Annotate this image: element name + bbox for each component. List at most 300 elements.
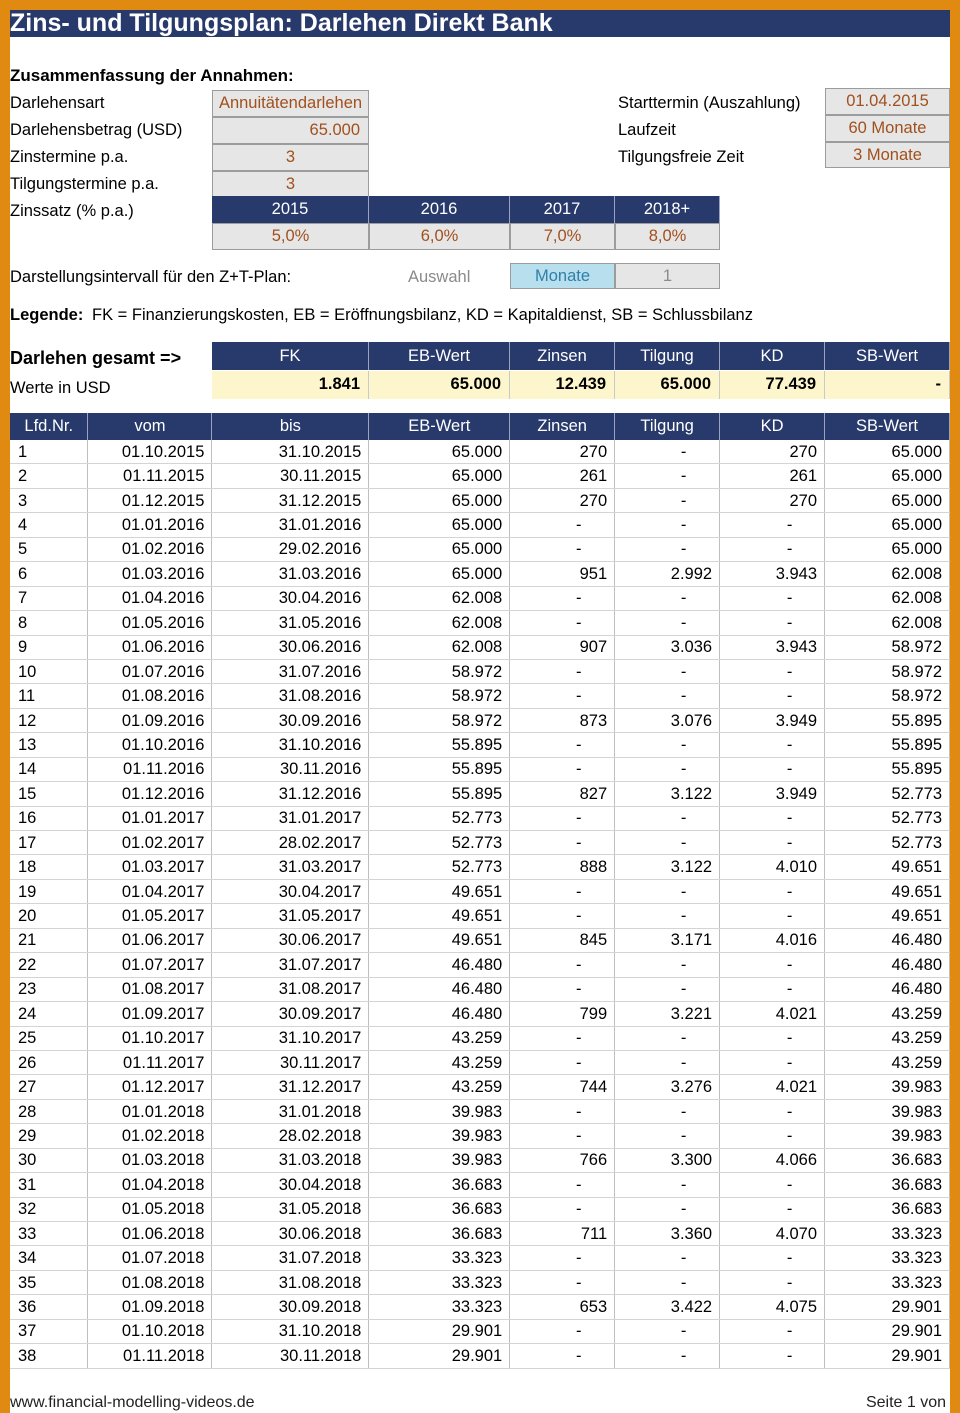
cell-kd: 4.010 <box>720 855 825 879</box>
cell-vom: 01.11.2017 <box>88 1050 212 1074</box>
cell-bis: 30.04.2017 <box>212 879 369 903</box>
cell-bis: 31.08.2018 <box>212 1270 369 1294</box>
cell-sb: 65.000 <box>825 537 950 561</box>
cell-sb: 36.683 <box>825 1197 950 1221</box>
cell-kd: - <box>720 1197 825 1221</box>
cell-vom: 01.11.2018 <box>88 1344 212 1368</box>
table-row <box>10 1026 950 1050</box>
cell-bis: 29.02.2016 <box>212 537 369 561</box>
cell-bis: 31.05.2016 <box>212 611 369 635</box>
cell-sb: 29.901 <box>825 1319 950 1343</box>
cell-zinsen: - <box>510 806 615 830</box>
cell-kd: - <box>720 879 825 903</box>
cell-nr: 5 <box>10 537 88 561</box>
cell-kd: - <box>720 1050 825 1074</box>
cell-nr: 8 <box>10 611 88 635</box>
cell-sb: 65.000 <box>825 488 950 512</box>
cell-tilgung: - <box>615 904 720 928</box>
cell-zinsen: 907 <box>510 635 615 659</box>
table-row <box>10 1050 950 1074</box>
cell-eb: 65.000 <box>369 464 510 488</box>
summary-value-fk: 1.841 <box>212 371 369 399</box>
cell-sb: 58.972 <box>825 684 950 708</box>
cell-zinsen: - <box>510 1173 615 1197</box>
cell-vom: 01.05.2018 <box>88 1197 212 1221</box>
cell-tilgung: 3.300 <box>615 1148 720 1172</box>
cell-nr: 17 <box>10 831 88 855</box>
cell-nr: 11 <box>10 684 88 708</box>
cell-nr: 20 <box>10 904 88 928</box>
cell-nr: 27 <box>10 1075 88 1099</box>
col-header-eb: EB-Wert <box>369 413 510 440</box>
cell-vom: 01.04.2016 <box>88 586 212 610</box>
summary-value-sb: - <box>825 371 950 399</box>
amount-label: Darlehensbetrag (USD) <box>10 121 183 139</box>
summary-header-kd: KD <box>720 342 825 370</box>
cell-kd: 4.070 <box>720 1222 825 1246</box>
summary-value-kd: 77.439 <box>720 371 825 399</box>
rate-value-2018[interactable]: 8,0% <box>615 223 720 250</box>
col-header-tilgung: Tilgung <box>615 413 720 440</box>
cell-sb: 33.323 <box>825 1270 950 1294</box>
cell-nr: 13 <box>10 733 88 757</box>
cell-zinsen: - <box>510 1344 615 1368</box>
cell-zinsen: - <box>510 1099 615 1123</box>
cell-tilgung: - <box>615 733 720 757</box>
cell-sb: 33.323 <box>825 1246 950 1270</box>
cell-nr: 18 <box>10 855 88 879</box>
cell-nr: 1 <box>10 440 88 464</box>
cell-bis: 31.05.2017 <box>212 904 369 928</box>
cell-eb: 65.000 <box>369 562 510 586</box>
cell-zinsen: - <box>510 1124 615 1148</box>
cell-kd: - <box>720 1246 825 1270</box>
cell-bis: 31.12.2015 <box>212 488 369 512</box>
rate-label: Zinssatz (% p.a.) <box>10 202 134 220</box>
cell-vom: 01.10.2018 <box>88 1319 212 1343</box>
cell-zinsen: 873 <box>510 708 615 732</box>
cell-vom: 01.05.2017 <box>88 904 212 928</box>
cell-tilgung: - <box>615 611 720 635</box>
cell-tilgung: - <box>615 806 720 830</box>
table-row <box>10 586 950 610</box>
cell-tilgung: - <box>615 537 720 561</box>
cell-kd: - <box>720 684 825 708</box>
cell-nr: 24 <box>10 1002 88 1026</box>
footer-page-number: Seite 1 von <box>865 1394 946 1411</box>
cell-zinsen: - <box>510 1246 615 1270</box>
cell-vom: 01.08.2018 <box>88 1270 212 1294</box>
cell-tilgung: 3.221 <box>615 1002 720 1026</box>
cell-nr: 3 <box>10 488 88 512</box>
assumptions-heading: Zusammenfassung der Annahmen: <box>10 66 294 85</box>
cell-sb: 62.008 <box>825 611 950 635</box>
cell-bis: 31.07.2018 <box>212 1246 369 1270</box>
table-row <box>10 1319 950 1343</box>
cell-kd: 3.943 <box>720 562 825 586</box>
cell-zinsen: - <box>510 1050 615 1074</box>
cell-kd: 3.949 <box>720 782 825 806</box>
start-label: Starttermin (Auszahlung) <box>618 94 801 112</box>
cell-bis: 31.12.2017 <box>212 1075 369 1099</box>
cell-bis: 30.09.2016 <box>212 708 369 732</box>
cell-eb: 58.972 <box>369 708 510 732</box>
summary-header-sb: SB-Wert <box>825 342 950 370</box>
cell-nr: 21 <box>10 928 88 952</box>
cell-sb: 49.651 <box>825 855 950 879</box>
cell-sb: 39.983 <box>825 1075 950 1099</box>
cell-zinsen: - <box>510 904 615 928</box>
cell-tilgung: - <box>615 757 720 781</box>
cell-sb: 46.480 <box>825 977 950 1001</box>
cell-kd: - <box>720 513 825 537</box>
cell-zinsen: - <box>510 513 615 537</box>
cell-nr: 19 <box>10 879 88 903</box>
cell-eb: 39.983 <box>369 1124 510 1148</box>
cell-tilgung: - <box>615 1099 720 1123</box>
cell-tilgung: - <box>615 488 720 512</box>
cell-bis: 28.02.2017 <box>212 831 369 855</box>
cell-bis: 30.04.2018 <box>212 1173 369 1197</box>
cell-vom: 01.07.2016 <box>88 659 212 683</box>
table-row <box>10 928 950 952</box>
cell-tilgung: 3.122 <box>615 855 720 879</box>
cell-zinsen: 653 <box>510 1295 615 1319</box>
cell-vom: 01.06.2018 <box>88 1222 212 1246</box>
cell-eb: 36.683 <box>369 1173 510 1197</box>
summary-value-zinsen: 12.439 <box>510 371 615 399</box>
cell-nr: 34 <box>10 1246 88 1270</box>
cell-zinsen: - <box>510 537 615 561</box>
term-label: Laufzeit <box>618 121 676 139</box>
cell-eb: 62.008 <box>369 611 510 635</box>
cell-bis: 30.11.2018 <box>212 1344 369 1368</box>
rate-year-2017: 2017 <box>510 196 615 223</box>
cell-eb: 62.008 <box>369 635 510 659</box>
cell-bis: 31.03.2017 <box>212 855 369 879</box>
interval-select[interactable]: Monate <box>510 263 615 289</box>
cell-kd: 4.075 <box>720 1295 825 1319</box>
cell-sb: 49.651 <box>825 879 950 903</box>
summary-value-tilgung: 65.000 <box>615 371 720 399</box>
cell-eb: 65.000 <box>369 440 510 464</box>
cell-sb: 29.901 <box>825 1295 950 1319</box>
cell-tilgung: - <box>615 440 720 464</box>
cell-nr: 9 <box>10 635 88 659</box>
cell-nr: 23 <box>10 977 88 1001</box>
cell-zinsen: - <box>510 684 615 708</box>
cell-vom: 01.08.2016 <box>88 684 212 708</box>
table-row <box>10 1075 950 1099</box>
cell-vom: 01.05.2016 <box>88 611 212 635</box>
interval-select-label: Auswahl <box>408 268 471 286</box>
cell-nr: 16 <box>10 806 88 830</box>
rate-value-2016[interactable]: 6,0% <box>369 223 510 250</box>
cell-eb: 46.480 <box>369 1002 510 1026</box>
cell-tilgung: 3.171 <box>615 928 720 952</box>
cell-eb: 49.651 <box>369 879 510 903</box>
cell-kd: 4.021 <box>720 1075 825 1099</box>
cell-tilgung: 2.992 <box>615 562 720 586</box>
cell-bis: 30.06.2016 <box>212 635 369 659</box>
cell-tilgung: - <box>615 1197 720 1221</box>
cell-sb: 49.651 <box>825 904 950 928</box>
footer-website: www.financial-modelling-videos.de <box>10 1394 255 1411</box>
cell-bis: 30.06.2017 <box>212 928 369 952</box>
term-input[interactable]: 60 Monate <box>825 115 950 142</box>
cell-nr: 31 <box>10 1173 88 1197</box>
table-row <box>10 708 950 732</box>
cell-vom: 01.08.2017 <box>88 977 212 1001</box>
cell-vom: 01.10.2015 <box>88 440 212 464</box>
cell-sb: 43.259 <box>825 1002 950 1026</box>
cell-vom: 01.09.2016 <box>88 708 212 732</box>
cell-vom: 01.04.2018 <box>88 1173 212 1197</box>
amount-input[interactable]: 65.000 <box>212 117 369 144</box>
cell-eb: 62.008 <box>369 586 510 610</box>
cell-tilgung: 3.422 <box>615 1295 720 1319</box>
cell-bis: 31.07.2016 <box>212 659 369 683</box>
cell-bis: 30.09.2017 <box>212 1002 369 1026</box>
cell-vom: 01.06.2017 <box>88 928 212 952</box>
cell-tilgung: - <box>615 659 720 683</box>
summary-header-tilgung: Tilgung <box>615 342 720 370</box>
cell-eb: 43.259 <box>369 1026 510 1050</box>
cell-zinsen: 845 <box>510 928 615 952</box>
interest-dates-input[interactable]: 3 <box>212 144 369 171</box>
spreadsheet-page <box>10 10 950 1413</box>
cell-sb: 46.480 <box>825 953 950 977</box>
interval-count-input[interactable]: 1 <box>615 263 720 289</box>
cell-zinsen: - <box>510 733 615 757</box>
cell-vom: 01.07.2018 <box>88 1246 212 1270</box>
cell-zinsen: - <box>510 879 615 903</box>
table-row <box>10 440 950 464</box>
cell-kd: - <box>720 953 825 977</box>
cell-tilgung: - <box>615 1026 720 1050</box>
cell-nr: 32 <box>10 1197 88 1221</box>
repayment-dates-input[interactable]: 3 <box>212 171 369 197</box>
cell-nr: 37 <box>10 1319 88 1343</box>
table-row <box>10 1344 950 1368</box>
cell-bis: 30.09.2018 <box>212 1295 369 1319</box>
cell-nr: 6 <box>10 562 88 586</box>
cell-nr: 35 <box>10 1270 88 1294</box>
cell-kd: - <box>720 1124 825 1148</box>
cell-sb: 62.008 <box>825 562 950 586</box>
cell-eb: 33.323 <box>369 1295 510 1319</box>
cell-bis: 31.08.2016 <box>212 684 369 708</box>
col-header-zinsen: Zinsen <box>510 413 615 440</box>
cell-nr: 28 <box>10 1099 88 1123</box>
table-row <box>10 513 950 537</box>
cell-kd: 3.949 <box>720 708 825 732</box>
cell-nr: 36 <box>10 1295 88 1319</box>
cell-tilgung: - <box>615 1270 720 1294</box>
table-row <box>10 831 950 855</box>
cell-zinsen: 270 <box>510 488 615 512</box>
table-row <box>10 1246 950 1270</box>
cell-kd: - <box>720 1026 825 1050</box>
cell-sb: 55.895 <box>825 708 950 732</box>
cell-eb: 52.773 <box>369 806 510 830</box>
cell-bis: 31.10.2016 <box>212 733 369 757</box>
table-row <box>10 904 950 928</box>
cell-eb: 49.651 <box>369 928 510 952</box>
table-row <box>10 1124 950 1148</box>
cell-bis: 31.07.2017 <box>212 953 369 977</box>
cell-kd: 3.943 <box>720 635 825 659</box>
cell-sb: 62.008 <box>825 586 950 610</box>
table-row <box>10 757 950 781</box>
cell-vom: 01.03.2018 <box>88 1148 212 1172</box>
cell-zinsen: 711 <box>510 1222 615 1246</box>
cell-vom: 01.10.2016 <box>88 733 212 757</box>
cell-sb: 52.773 <box>825 806 950 830</box>
loan-type-label: Darlehensart <box>10 94 105 112</box>
table-row <box>10 1295 950 1319</box>
cell-nr: 4 <box>10 513 88 537</box>
cell-vom: 01.03.2016 <box>88 562 212 586</box>
table-row <box>10 1173 950 1197</box>
cell-eb: 55.895 <box>369 782 510 806</box>
cell-kd: - <box>720 1319 825 1343</box>
legend-label: Legende: <box>10 306 84 324</box>
cell-tilgung: 3.122 <box>615 782 720 806</box>
cell-vom: 01.11.2016 <box>88 757 212 781</box>
table-row <box>10 1197 950 1221</box>
rate-year-2015: 2015 <box>212 196 369 223</box>
cell-sb: 39.983 <box>825 1124 950 1148</box>
table-row <box>10 562 950 586</box>
cell-bis: 31.03.2016 <box>212 562 369 586</box>
cell-sb: 58.972 <box>825 659 950 683</box>
cell-bis: 31.12.2016 <box>212 782 369 806</box>
cell-bis: 31.03.2018 <box>212 1148 369 1172</box>
cell-bis: 31.01.2017 <box>212 806 369 830</box>
cell-eb: 65.000 <box>369 513 510 537</box>
cell-eb: 52.773 <box>369 855 510 879</box>
cell-eb: 58.972 <box>369 684 510 708</box>
rate-value-2015[interactable]: 5,0% <box>212 223 369 250</box>
cell-bis: 31.10.2018 <box>212 1319 369 1343</box>
cell-kd: 4.016 <box>720 928 825 952</box>
schedule-header-row <box>10 413 950 440</box>
cell-kd: 4.021 <box>720 1002 825 1026</box>
cell-tilgung: - <box>615 1050 720 1074</box>
cell-kd: 270 <box>720 488 825 512</box>
cell-eb: 36.683 <box>369 1222 510 1246</box>
col-header-kd: KD <box>720 413 825 440</box>
cell-bis: 30.04.2016 <box>212 586 369 610</box>
cell-kd: - <box>720 806 825 830</box>
cell-eb: 55.895 <box>369 733 510 757</box>
cell-kd: - <box>720 757 825 781</box>
cell-zinsen: - <box>510 831 615 855</box>
cell-bis: 31.10.2017 <box>212 1026 369 1050</box>
cell-eb: 65.000 <box>369 488 510 512</box>
table-row <box>10 684 950 708</box>
cell-bis: 31.01.2018 <box>212 1099 369 1123</box>
cell-bis: 30.11.2015 <box>212 464 369 488</box>
cell-sb: 52.773 <box>825 831 950 855</box>
cell-tilgung: - <box>615 513 720 537</box>
cell-eb: 39.983 <box>369 1148 510 1172</box>
col-header-vom: vom <box>88 413 212 440</box>
cell-nr: 26 <box>10 1050 88 1074</box>
grace-input[interactable]: 3 Monate <box>825 142 950 168</box>
table-row <box>10 537 950 561</box>
cell-zinsen: - <box>510 586 615 610</box>
cell-vom: 01.01.2016 <box>88 513 212 537</box>
cell-vom: 01.01.2018 <box>88 1099 212 1123</box>
cell-nr: 15 <box>10 782 88 806</box>
cell-sb: 29.901 <box>825 1344 950 1368</box>
cell-tilgung: - <box>615 879 720 903</box>
table-row <box>10 1099 950 1123</box>
cell-nr: 33 <box>10 1222 88 1246</box>
cell-tilgung: - <box>615 684 720 708</box>
cell-eb: 33.323 <box>369 1270 510 1294</box>
cell-vom: 01.09.2017 <box>88 1002 212 1026</box>
cell-zinsen: 799 <box>510 1002 615 1026</box>
cell-bis: 30.06.2018 <box>212 1222 369 1246</box>
cell-sb: 65.000 <box>825 513 950 537</box>
cell-sb: 55.895 <box>825 733 950 757</box>
cell-zinsen: - <box>510 611 615 635</box>
table-row <box>10 855 950 879</box>
cell-vom: 01.01.2017 <box>88 806 212 830</box>
cell-nr: 25 <box>10 1026 88 1050</box>
cell-eb: 29.901 <box>369 1344 510 1368</box>
cell-sb: 36.683 <box>825 1148 950 1172</box>
cell-vom: 01.03.2017 <box>88 855 212 879</box>
cell-zinsen: - <box>510 1319 615 1343</box>
legend-text: FK = Finanzierungskosten, EB = Eröffnungsbilanz, KD = Kapitaldienst, SB = Schlussbilanz <box>92 306 753 324</box>
cell-nr: 12 <box>10 708 88 732</box>
cell-vom: 01.02.2016 <box>88 537 212 561</box>
table-row <box>10 488 950 512</box>
start-input[interactable]: 01.04.2015 <box>825 88 950 115</box>
cell-kd: - <box>720 977 825 1001</box>
cell-tilgung: 3.360 <box>615 1222 720 1246</box>
cell-tilgung: 3.036 <box>615 635 720 659</box>
cell-zinsen: 270 <box>510 440 615 464</box>
cell-bis: 31.05.2018 <box>212 1197 369 1221</box>
cell-kd: - <box>720 733 825 757</box>
table-row <box>10 1222 950 1246</box>
cell-kd: - <box>720 831 825 855</box>
col-header-nr: Lfd.Nr. <box>10 413 88 440</box>
table-row <box>10 806 950 830</box>
cell-kd: - <box>720 1270 825 1294</box>
cell-vom: 01.04.2017 <box>88 879 212 903</box>
interest-dates-label: Zinstermine p.a. <box>10 148 129 166</box>
interval-label: Darstellungsintervall für den Z+T-Plan: <box>10 268 292 286</box>
cell-tilgung: - <box>615 977 720 1001</box>
loan-type-input[interactable]: Annuitätendarlehen <box>212 90 369 117</box>
cell-kd: 4.066 <box>720 1148 825 1172</box>
cell-tilgung: - <box>615 1319 720 1343</box>
rate-value-2017[interactable]: 7,0% <box>510 223 615 250</box>
cell-nr: 7 <box>10 586 88 610</box>
cell-eb: 43.259 <box>369 1050 510 1074</box>
table-row <box>10 977 950 1001</box>
cell-eb: 46.480 <box>369 977 510 1001</box>
cell-zinsen: - <box>510 953 615 977</box>
cell-vom: 01.09.2018 <box>88 1295 212 1319</box>
cell-kd: - <box>720 586 825 610</box>
